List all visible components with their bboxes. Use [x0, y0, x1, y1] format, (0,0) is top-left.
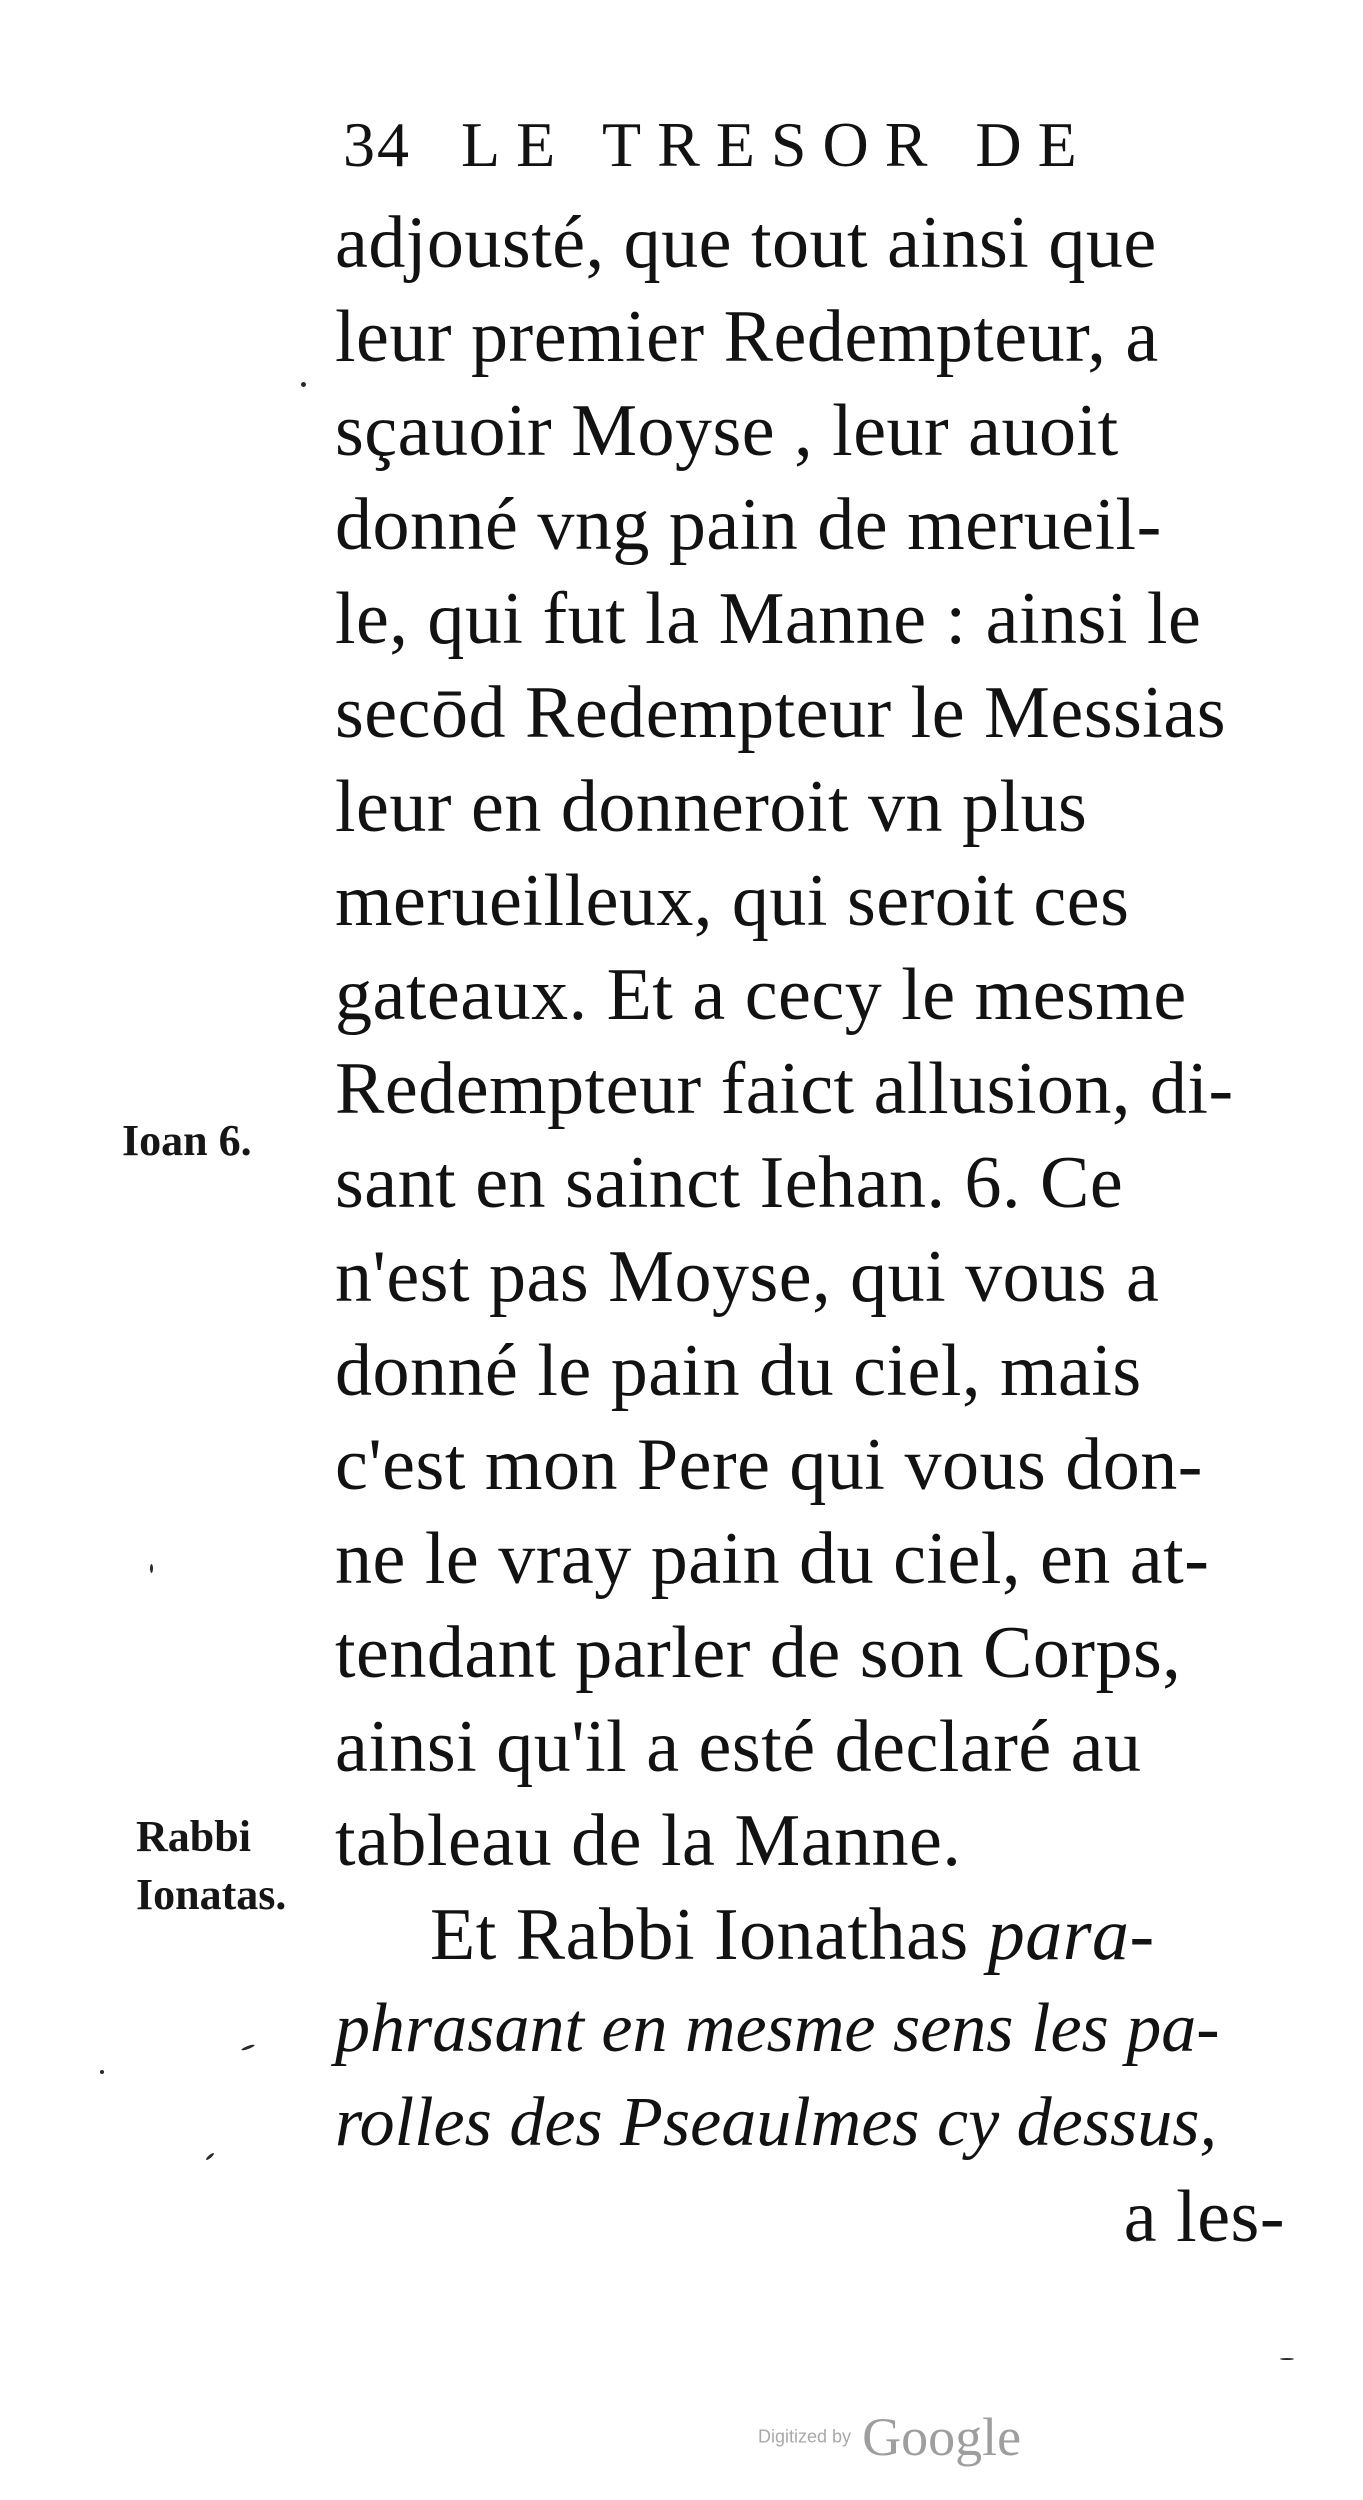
text-line: leur premier Redempteur, a: [335, 296, 1159, 378]
rabbi-line-italic: para-: [987, 1894, 1155, 1976]
running-title: LE TRESOR DE: [461, 109, 1093, 180]
digitized-by-text: Digitized by: [758, 2426, 852, 2447]
rabbi-line-roman: Et Rabbi Ionathas: [430, 1894, 988, 1976]
text-line: c'est mon Pere qui vous don-: [335, 1424, 1203, 1506]
text-line: n'est pas Moyse, qui vous a: [335, 1236, 1160, 1318]
text-line: Redempteur faict allusion, di-: [335, 1048, 1234, 1130]
text-line: secōd Redempteur le Messias: [335, 672, 1226, 754]
text-line: donné le pain du ciel, mais: [335, 1330, 1142, 1412]
text-line: ainsi qu'il a esté declaré au: [335, 1706, 1142, 1788]
text-line: le, qui fut la Manne : ainsi le: [335, 578, 1202, 660]
text-line: tendant parler de son Corps,: [335, 1612, 1182, 1694]
text-line: adjousté, que tout ainsi que: [335, 202, 1157, 284]
digitization-footer: [758, 2406, 1098, 2476]
italic-text-line: phrasant en mesme sens les pa-: [335, 1990, 1220, 2067]
text-line: gateaux. Et a cecy le mesme: [335, 954, 1187, 1036]
marginal-rabbi-line: Ionatas.: [136, 1870, 287, 1919]
marginal-note-ioan: Ioan 6.: [122, 1116, 252, 1165]
text-line: merueilleux, qui seroit ces: [335, 860, 1130, 942]
running-head: [343, 100, 1243, 190]
text-line: ne le vray pain du ciel, en at-: [335, 1518, 1210, 1600]
text-line: leur en donneroit vn plus: [335, 766, 1088, 848]
marginal-note-rabbi: [136, 1808, 286, 1924]
page-number: 34: [343, 109, 411, 180]
catchword: a les-: [1123, 2176, 1285, 2258]
text-line: sant en sainct Iehan. 6. Ce: [335, 1142, 1124, 1224]
ink-speck: [150, 1564, 153, 1573]
body-text: [335, 196, 1295, 2264]
marginal-rabbi-line: Rabbi: [136, 1812, 251, 1861]
google-logo: Google: [862, 2407, 1022, 2467]
ink-speck: [301, 382, 306, 387]
ink-speck: [100, 2070, 104, 2074]
text-line: donné vng pain de merueil-: [335, 484, 1162, 566]
ink-speck: [1280, 2358, 1294, 2360]
text-line: sçauoir Moyse , leur auoit: [335, 390, 1119, 472]
ink-speck: [241, 2044, 255, 2052]
italic-text-line: rolles des Pseaulmes cy dessus,: [335, 2084, 1217, 2161]
ink-speck: [205, 2152, 215, 2161]
text-line: tableau de la Manne.: [335, 1800, 962, 1882]
rabbi-paragraph-line: [335, 1888, 1295, 1982]
